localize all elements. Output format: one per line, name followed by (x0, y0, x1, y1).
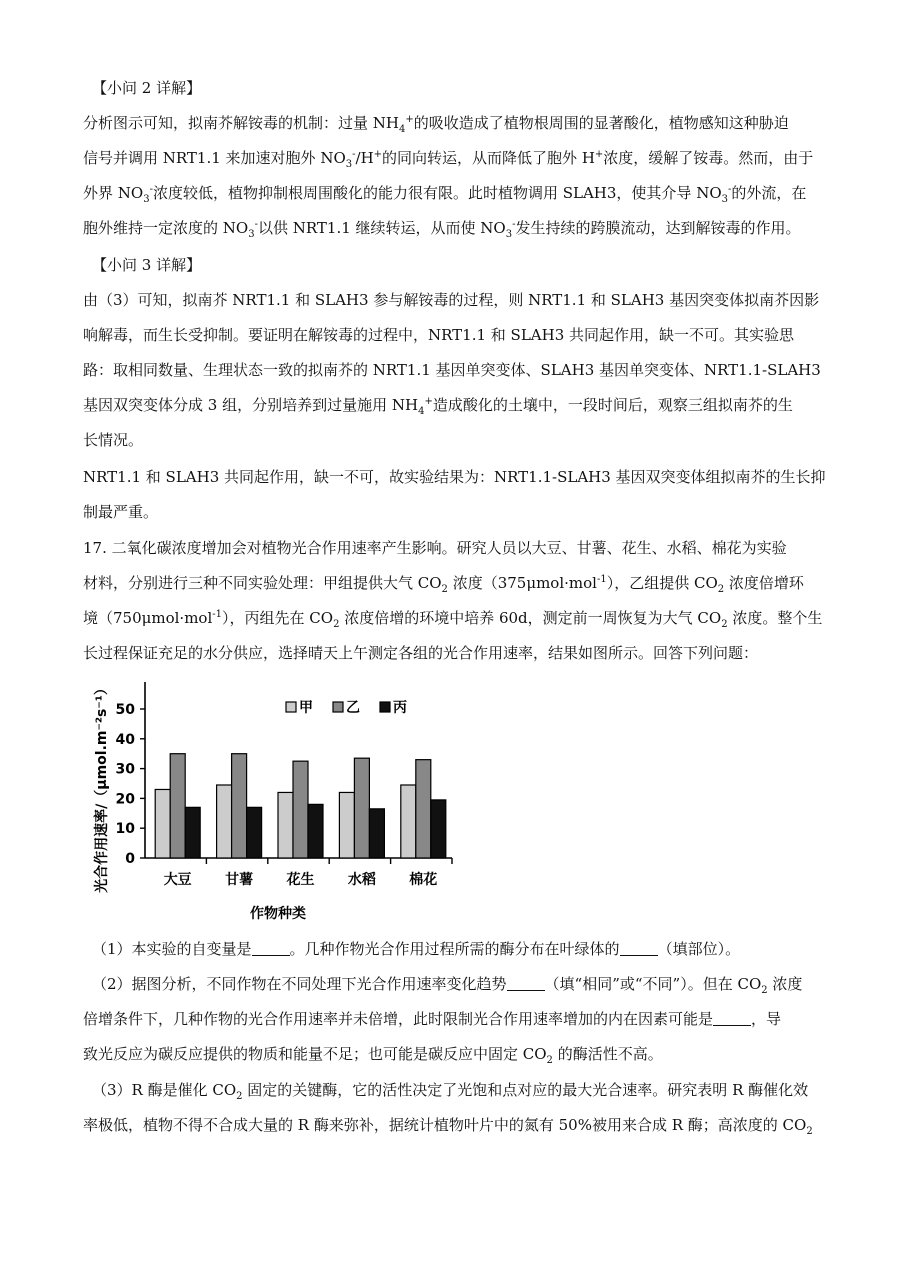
bar-乙-花生 (293, 761, 308, 858)
answer-blank[interactable] (620, 941, 658, 956)
bar-甲-大豆 (155, 789, 170, 858)
answer-blank[interactable] (252, 941, 290, 956)
bar-甲-水稻 (339, 792, 354, 858)
section3-heading: 【小问 3 详解】 (92, 256, 202, 274)
section3-line-5: 长情况。 (83, 431, 144, 449)
q17-sub3-line-1: （3）R 酶是催化 $CO_2$ 固定的关键酶，它的活性决定了光饱和点对应的最大光合速率。研究表明 R 酶催化效 (92, 1081, 809, 1102)
bar-乙-水稻 (354, 758, 369, 858)
section3-line-6: NRT1.1 和 SLAH3 共同起作用，缺一不可，故实验结果为：NRT1.1-SLAH3 基因双突变体组拟南芥的生长抑 (83, 468, 826, 486)
x-tick-label: 大豆 (163, 872, 192, 888)
bar-甲-花生 (278, 792, 293, 858)
section3-line-4: 基因双突变体分成 3 组，分别培养到过量施用 $NH_4^+$造成酸化的土壤中，一段时间后，观察三组拟南芥的生 (83, 396, 793, 417)
y-tick-label: 0 (125, 851, 135, 867)
x-tick-label: 花生 (286, 872, 315, 888)
q17-sub2-line-3: 致光反应为碳反应提供的物质和能量不足；也可能是碳反应中固定 $CO_2$ 的酶活性不高。 (83, 1045, 663, 1066)
legend-label-甲: 甲 (299, 700, 313, 716)
bar-chart (86, 672, 466, 932)
section2-line-2: 信号并调用 NRT1.1 来加速对胞外 $NO_3^-/H^+$的同向转运，从而降低了胞外 H+浓度，缓解了铵毒。然而，由于 (83, 149, 814, 170)
legend-swatch-乙 (333, 702, 343, 712)
q17-line-1: 17. 二氧化碳浓度增加会对植物光合作用速率产生影响。研究人员以大豆、甘薯、花生、水稻、棉花为实验 (83, 539, 787, 557)
q17-sub2-line-1: （2）据图分析，不同作物在不同处理下光合作用速率变化趋势 （填“相同”或“不同”）。但在 $CO_2$ 浓度 (92, 975, 803, 996)
y-tick-label: 30 (115, 761, 135, 778)
q17-line-3: 境（750μmol·mol$^{-1}$），丙组先在 $CO_2$ 浓度倍增的环境中培养 60d，测定前一周恢复为大气 $CO_2$ 浓度。整个生 (83, 609, 823, 630)
section3-line-2: 响解毒，而生长受抑制。要证明在解铵毒的过程中，NRT1.1 和 SLAH3 共同起作用，缺一不可。其实验思 (83, 326, 795, 344)
q17-line-2: 材料，分别进行三种不同实验处理：甲组提供大气 $CO_2$ 浓度（375μmol·mol$^{-1}$），乙组提供 $CO_2$ 浓度倍增环 (83, 574, 804, 595)
x-tick-label: 甘薯 (225, 872, 254, 888)
bar-丙-花生 (308, 804, 323, 858)
y-tick-label: 10 (115, 821, 135, 838)
bar-甲-甘薯 (217, 785, 232, 858)
section2-line-4: 胞外维持一定浓度的 $NO_3^-$以供 NRT1.1 继续转运，从而使 $NO_3^-$发生持续的跨膜流动，达到解铵毒的作用。 (83, 219, 801, 240)
legend-swatch-甲 (286, 702, 296, 712)
chart-legend (286, 700, 407, 716)
section3-line-3: 路：取相同数量、生理状态一致的拟南芥的 NRT1.1 基因单突变体、SLAH3 基因单突变体、NRT1.1-SLAH3 (83, 361, 821, 379)
bar-丙-棉花 (431, 800, 446, 858)
y-tick-label: 40 (115, 731, 135, 748)
section3-line-7: 制最严重。 (83, 503, 159, 521)
x-tick-label: 水稻 (347, 872, 376, 888)
q17-line-4: 长过程保证充足的水分供应，选择晴天上午测定各组的光合作用速率，结果如图所示。回答下列问题： (83, 644, 759, 662)
section2-line-3: 外界 $NO_3^-$浓度较低，植物抑制根周围酸化的能力很有限。此时植物调用 SLAH3，使其介导 $NO_3^-$的外流，在 (83, 184, 807, 205)
section2-heading: 【小问 2 详解】 (92, 79, 202, 97)
answer-blank[interactable] (713, 1011, 751, 1026)
bar-丙-水稻 (369, 809, 384, 858)
bar-丙-甘薯 (247, 807, 262, 858)
y-axis-label: 光合作用速率/（μmol.m⁻²s⁻¹） (94, 681, 110, 893)
x-tick-label: 棉花 (409, 872, 438, 888)
legend-label-丙: 丙 (393, 700, 407, 716)
bar-甲-棉花 (401, 785, 416, 858)
x-axis-label: 作物种类 (250, 906, 306, 922)
section3-line-1: 由（3）可知，拟南芥 NRT1.1 和 SLAH3 参与解铵毒的过程，则 NRT1.1 和 SLAH3 基因突变体拟南芥因影 (83, 291, 820, 309)
q17-sub3-line-2: 率极低，植物不得不合成大量的 R 酶来弥补，据统计植物叶片中的氮有 50%被用来合成 R 酶；高浓度的 $CO_2$ (83, 1116, 813, 1137)
section2-line-1: 分析图示可知，拟南芥解铵毒的机制：过量 $NH_4^+$的吸收造成了植物根周围的显著酸化，植物感知这种胁迫 (83, 114, 789, 135)
legend-swatch-丙 (380, 702, 390, 712)
chart-bars (155, 754, 446, 858)
q17-sub2-line-2: 倍增条件下，几种作物的光合作用速率并未倍增，此时限制光合作用速率增加的内在因素可能是 ，导 (83, 1010, 782, 1028)
bar-乙-棉花 (416, 760, 431, 858)
bar-乙-大豆 (170, 754, 185, 858)
bar-乙-甘薯 (232, 754, 247, 858)
y-tick-label: 20 (115, 791, 135, 808)
answer-blank[interactable] (507, 976, 545, 991)
y-tick-label: 50 (115, 702, 135, 718)
q17-sub1: （1）本实验的自变量是 。几种作物光合作用过程所需的酶分布在叶绿体的 （填部位）。 (92, 940, 741, 958)
bar-丙-大豆 (185, 807, 200, 858)
legend-label-乙: 乙 (346, 700, 360, 716)
